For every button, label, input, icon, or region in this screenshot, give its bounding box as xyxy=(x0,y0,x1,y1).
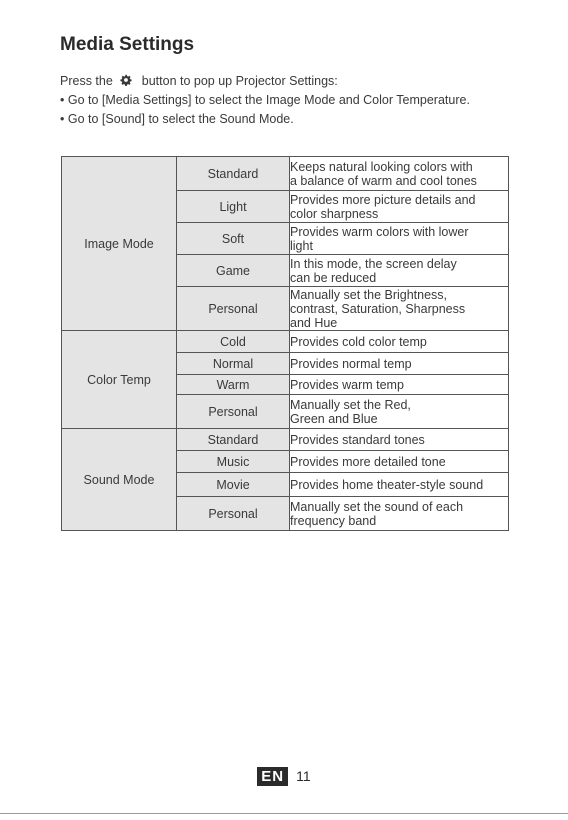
intro-line xyxy=(60,72,530,91)
description-line: Provides warm temp xyxy=(290,377,404,392)
description-line: contrast, Saturation, Sharpness xyxy=(290,301,466,316)
group-label: Sound Mode xyxy=(62,429,177,531)
description-line: Provides more detailed tone xyxy=(290,454,446,469)
mode-name: Personal xyxy=(177,287,290,331)
mode-name: Normal xyxy=(177,353,290,375)
mode-description xyxy=(290,429,509,451)
bottom-divider xyxy=(0,813,568,814)
settings-table xyxy=(61,156,509,531)
mode-description xyxy=(290,473,509,497)
description-line: Provides normal temp xyxy=(290,356,412,371)
description-line: Manually set the sound of each xyxy=(290,499,464,514)
mode-description xyxy=(290,223,509,255)
mode-description xyxy=(290,395,509,429)
mode-description xyxy=(290,255,509,287)
gear-icon xyxy=(120,74,132,86)
description-line: and Hue xyxy=(290,315,338,330)
description-line: Manually set the Brightness, xyxy=(290,287,448,302)
bullet-media-settings: • Go to [Media Settings] to select the Image Mode and Color Temperature. xyxy=(60,93,470,107)
mode-description xyxy=(290,287,509,331)
mode-description xyxy=(290,497,509,531)
intro-before-icon: Press the xyxy=(60,74,113,88)
description-line: can be reduced xyxy=(290,270,377,285)
mode-description xyxy=(290,451,509,473)
group-label: Color Temp xyxy=(62,331,177,429)
mode-name: Game xyxy=(177,255,290,287)
mode-description xyxy=(290,331,509,353)
description-line: Provides home theater-style sound xyxy=(290,477,484,492)
mode-name: Soft xyxy=(177,223,290,255)
language-badge: EN xyxy=(257,767,288,786)
description-line: Manually set the Red, xyxy=(290,397,411,412)
description-line: a balance of warm and cool tones xyxy=(290,173,477,188)
mode-name: Personal xyxy=(177,395,290,429)
page-title: Media Settings xyxy=(60,34,195,55)
description-line: light xyxy=(290,238,313,253)
description-line: In this mode, the screen delay xyxy=(290,256,457,271)
intro-text xyxy=(60,72,530,129)
mode-name: Music xyxy=(177,451,290,473)
mode-description xyxy=(290,157,509,191)
description-line: Green and Blue xyxy=(290,411,378,426)
mode-description xyxy=(290,375,509,395)
mode-name: Movie xyxy=(177,473,290,497)
table-row xyxy=(62,331,509,353)
mode-name: Standard xyxy=(177,157,290,191)
mode-name: Cold xyxy=(177,331,290,353)
description-line: Provides warm colors with lower xyxy=(290,224,469,239)
description-line: Provides more picture details and xyxy=(290,192,476,207)
group-label: Image Mode xyxy=(62,157,177,331)
mode-name: Light xyxy=(177,191,290,223)
description-line: frequency band xyxy=(290,513,377,528)
mode-description xyxy=(290,191,509,223)
mode-description xyxy=(290,353,509,375)
mode-name: Warm xyxy=(177,375,290,395)
page-footer xyxy=(0,767,568,786)
description-line: Provides standard tones xyxy=(290,432,425,447)
description-line: Provides cold color temp xyxy=(290,334,427,349)
description-line: Keeps natural looking colors with xyxy=(290,159,473,174)
table-row xyxy=(62,429,509,451)
table-row xyxy=(62,157,509,191)
page-number: 11 xyxy=(296,768,311,784)
mode-name: Personal xyxy=(177,497,290,531)
intro-after-icon: button to pop up Projector Settings: xyxy=(141,74,338,88)
mode-name: Standard xyxy=(177,429,290,451)
description-line: color sharpness xyxy=(290,206,379,221)
bullet-sound: • Go to [Sound] to select the Sound Mode. xyxy=(60,112,294,126)
